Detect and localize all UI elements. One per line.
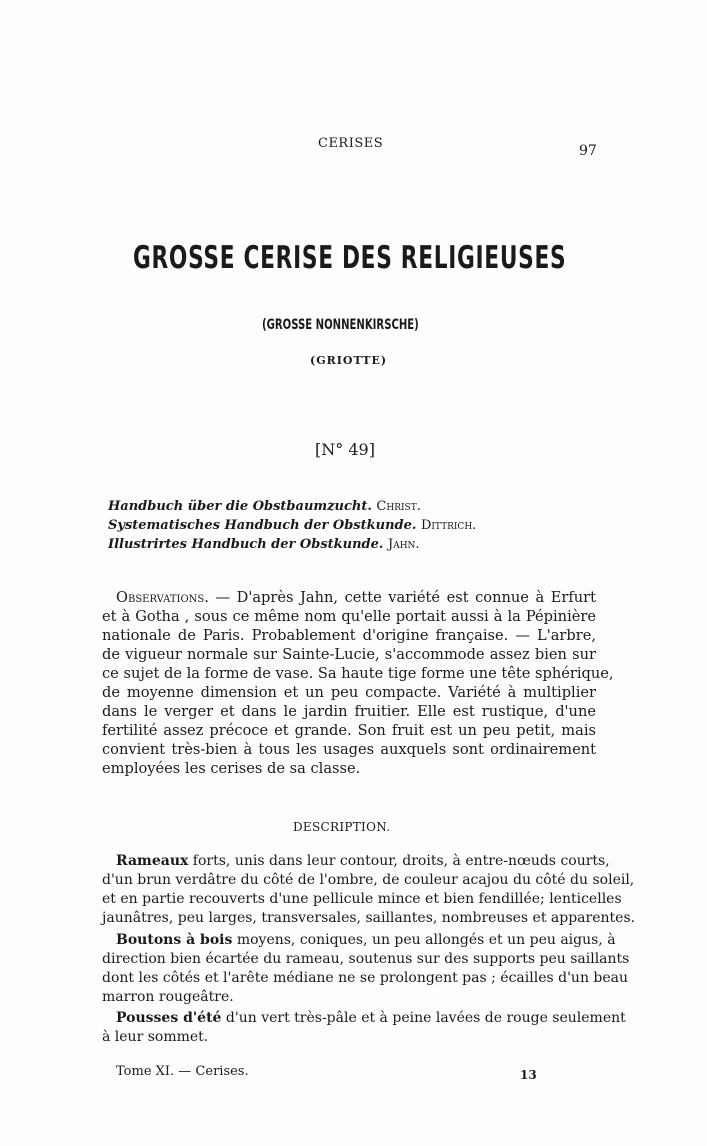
text-line: et à Gotha , sous ce même nom qu'elle portait aussi à la Pépinière — [102, 608, 596, 625]
reference-work: Illustrirtes Handbuch der Obstkunde. — [108, 537, 384, 552]
description-term: Boutons à bois — [116, 932, 233, 948]
text-line: nationale de Paris. Probablement d'origine française. — L'arbre, — [102, 627, 596, 644]
reference-author: Jahn. — [387, 537, 420, 552]
text-line: dans le verger et dans le jardin fruitier. Elle est rustique, d'une — [102, 703, 596, 720]
subtitle: (GROSSE NONNENKIRSCHE) — [262, 317, 419, 333]
text-line: Observations. — D'après Jahn, cette variété est connue à Erfurt — [116, 589, 596, 606]
text-line: convient très-bien à tous les usages auxquels sont ordinairement — [102, 741, 596, 758]
reference-work: Systematisches Handbuch der Obstkunde. — [108, 518, 417, 533]
text-line: direction bien écartée du rameau, soutenus sur des supports peu saillants — [102, 951, 630, 967]
text-line: de vigueur normale sur Sainte-Lucie, s'accommode assez bien sur — [102, 646, 596, 663]
running-title: CERISES — [318, 136, 384, 151]
reference-author: Dittrich. — [420, 518, 477, 533]
text-line: Pousses d'été d'un vert très-pâle et à peine lavées de rouge seulement — [116, 1010, 626, 1026]
reference — [108, 497, 421, 516]
observations-label: Observations. — [116, 589, 209, 606]
text-line: d'un brun verdâtre du côté de l'ombre, de couleur acajou du côté du soleil, — [102, 872, 635, 888]
footer-signature: Tome XI. — Cerises. — [116, 1064, 249, 1079]
reference-author: Christ. — [376, 499, 421, 514]
text-line: Boutons à bois moyens, coniques, un peu allongés et un peu aigus, à — [116, 932, 616, 948]
reference-work: Handbuch über die Obstbaumzucht. — [108, 499, 372, 514]
text-line: dont les côtés et l'arête médiane ne se prolongent pas ; écailles d'un beau — [102, 970, 629, 986]
text-line: de moyenne dimension et un peu compacte. Variété à multiplier — [102, 684, 596, 701]
text-line: jaunâtres, peu larges, transversales, saillantes, nombreuses et apparentes. — [102, 910, 636, 926]
text-line: employées les cerises de sa classe. — [102, 760, 361, 777]
variety-number: [N° 49] — [315, 440, 375, 459]
reference — [108, 535, 420, 554]
text-line: Rameaux forts, unis dans leur contour, droits, à entre-nœuds courts, — [116, 853, 610, 869]
page-title: GROSSE CERISE DES RELIGIEUSES — [133, 240, 567, 276]
text-line: fertilité assez précoce et grande. Son fruit est un peu petit, mais — [102, 722, 596, 739]
page-number: 97 — [579, 143, 597, 159]
sheet-number: 13 — [520, 1068, 537, 1082]
reference — [108, 516, 476, 535]
variety-type: (GRIOTTE) — [310, 354, 388, 367]
description-term: Rameaux — [116, 853, 189, 869]
text-line: et en partie recouverts d'une pellicule mince et bien fendillée; lenticelles — [102, 891, 622, 907]
text-line: à leur sommet. — [102, 1029, 209, 1045]
description-heading: DESCRIPTION. — [293, 820, 391, 834]
description-term: Pousses d'été — [116, 1010, 222, 1026]
text-line: ce sujet de la forme de vase. Sa haute tige forme une tête sphérique, — [102, 665, 614, 682]
text-line: marron rougeâtre. — [102, 989, 234, 1005]
